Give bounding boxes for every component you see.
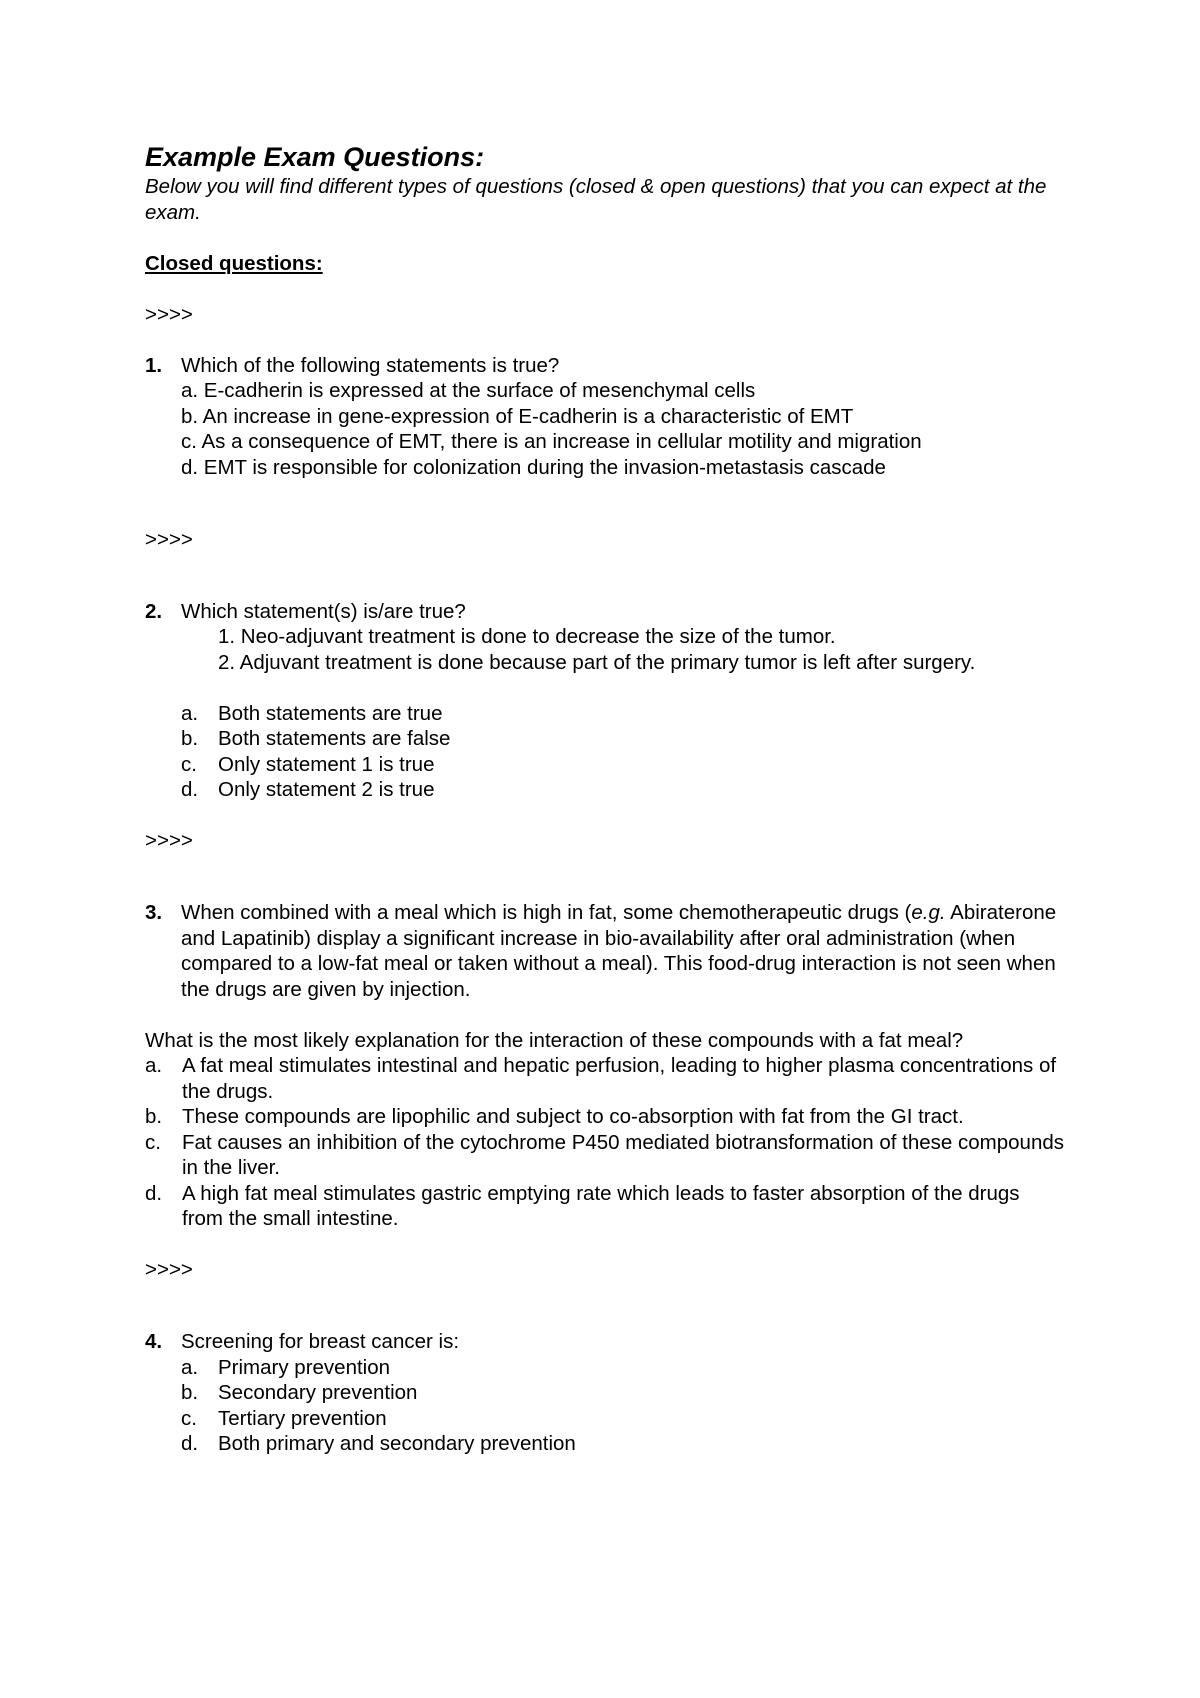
answer-option	[145, 1104, 1065, 1130]
answer-option: d. EMT is responsible for colonization during the invasion-metastasis cascade	[181, 455, 886, 479]
answer-option	[145, 1130, 1065, 1181]
question-number: 3.	[145, 901, 163, 924]
question-text-part: When combined with a meal which is high in fat, some chemotherapeutic drugs (	[181, 901, 912, 924]
answer-option: c. As a consequence of EMT, there is an increase in cellular motility and migration	[181, 430, 922, 453]
answer-option	[181, 701, 1065, 727]
answer-option	[181, 1380, 1065, 1406]
option-letter: d.	[181, 778, 199, 801]
answer-option	[181, 1406, 1065, 1432]
separator: >>>>	[145, 829, 193, 852]
document-content	[145, 140, 1065, 1457]
answer-option	[181, 1431, 1065, 1457]
question-text-part: Abiraterone and Lapatinib) display a significant increase in bio-availability after oral administration (when compared to a low-fat meal or taken without a meal). This food-drug interaction is not seen when the drugs are given by injection.	[181, 901, 1057, 1001]
section-heading-closed: Closed questions:	[145, 251, 323, 275]
option-letter: c.	[181, 752, 197, 776]
answer-option	[145, 1181, 1065, 1232]
question-number: 4.	[145, 1330, 163, 1353]
statement: 1. Neo-adjuvant treatment is done to decrease the size of the tumor.	[218, 625, 836, 648]
option-text: Fat causes an inhibition of the cytochrome P450 mediated biotransformation of these compounds in the liver.	[182, 1130, 1065, 1179]
question-number: 1.	[145, 353, 163, 377]
option-text: A high fat meal stimulates gastric emptying rate which leads to faster absorption of the drugs from the small intestine.	[182, 1181, 1020, 1230]
option-letter: b.	[181, 1381, 199, 1404]
option-letter: b.	[145, 1105, 163, 1128]
separator: >>>>	[145, 527, 193, 551]
answer-option	[181, 777, 1065, 803]
answer-option	[145, 1053, 1065, 1104]
option-letter: c.	[145, 1130, 161, 1154]
statement: 2. Adjuvant treatment is done because part of the primary tumor is left after surgery.	[218, 650, 976, 674]
separator: >>>>	[145, 302, 193, 326]
answer-option: a. E-cadherin is expressed at the surface of mesenchymal cells	[181, 379, 756, 402]
separator: >>>>	[145, 1258, 193, 1281]
question-text-italic: e.g.	[911, 901, 946, 924]
option-text: Both primary and secondary prevention	[218, 1432, 576, 1455]
option-text: Both statements are false	[218, 727, 451, 750]
option-text: These compounds are lipophilic and subject to co-absorption with fat from the GI tract.	[182, 1105, 964, 1128]
question-text: Screening for breast cancer is:	[181, 1330, 460, 1353]
answer-option	[181, 1355, 1065, 1381]
question-1	[145, 353, 1065, 379]
question-text	[181, 900, 1065, 1002]
question-2	[145, 599, 1065, 625]
option-text: Only statement 1 is true	[218, 752, 435, 776]
option-letter: c.	[181, 1406, 197, 1430]
question-4	[145, 1329, 1065, 1355]
question-3	[145, 900, 1065, 1002]
option-text: Only statement 2 is true	[218, 778, 435, 801]
option-letter: d.	[145, 1181, 163, 1205]
option-letter: a.	[181, 701, 199, 725]
document-title: Example Exam Questions:	[145, 142, 485, 172]
question-text: Which of the following statements is true?	[181, 353, 560, 377]
option-text: Primary prevention	[218, 1355, 391, 1379]
answer-option	[181, 752, 1065, 778]
answer-option: b. An increase in gene-expression of E-cadherin is a characteristic of EMT	[181, 404, 854, 428]
answer-option	[181, 726, 1065, 752]
option-text: Both statements are true	[218, 701, 443, 725]
document-intro: Below you will find different types of questions (closed & open questions) that you can expect at the exam.	[145, 175, 1047, 224]
option-text: A fat meal stimulates intestinal and hepatic perfusion, leading to higher plasma concentrations of the drugs.	[182, 1054, 1057, 1103]
question-text: Which statement(s) is/are true?	[181, 599, 466, 623]
question-prompt: What is the most likely explanation for the interaction of these compounds with a fat meal?	[145, 1028, 964, 1052]
question-number: 2.	[145, 599, 163, 623]
option-letter: a.	[145, 1054, 163, 1077]
option-text: Secondary prevention	[218, 1381, 418, 1404]
option-letter: d.	[181, 1432, 199, 1455]
option-letter: a.	[181, 1355, 199, 1379]
option-text: Tertiary prevention	[218, 1406, 387, 1430]
option-letter: b.	[181, 727, 199, 750]
